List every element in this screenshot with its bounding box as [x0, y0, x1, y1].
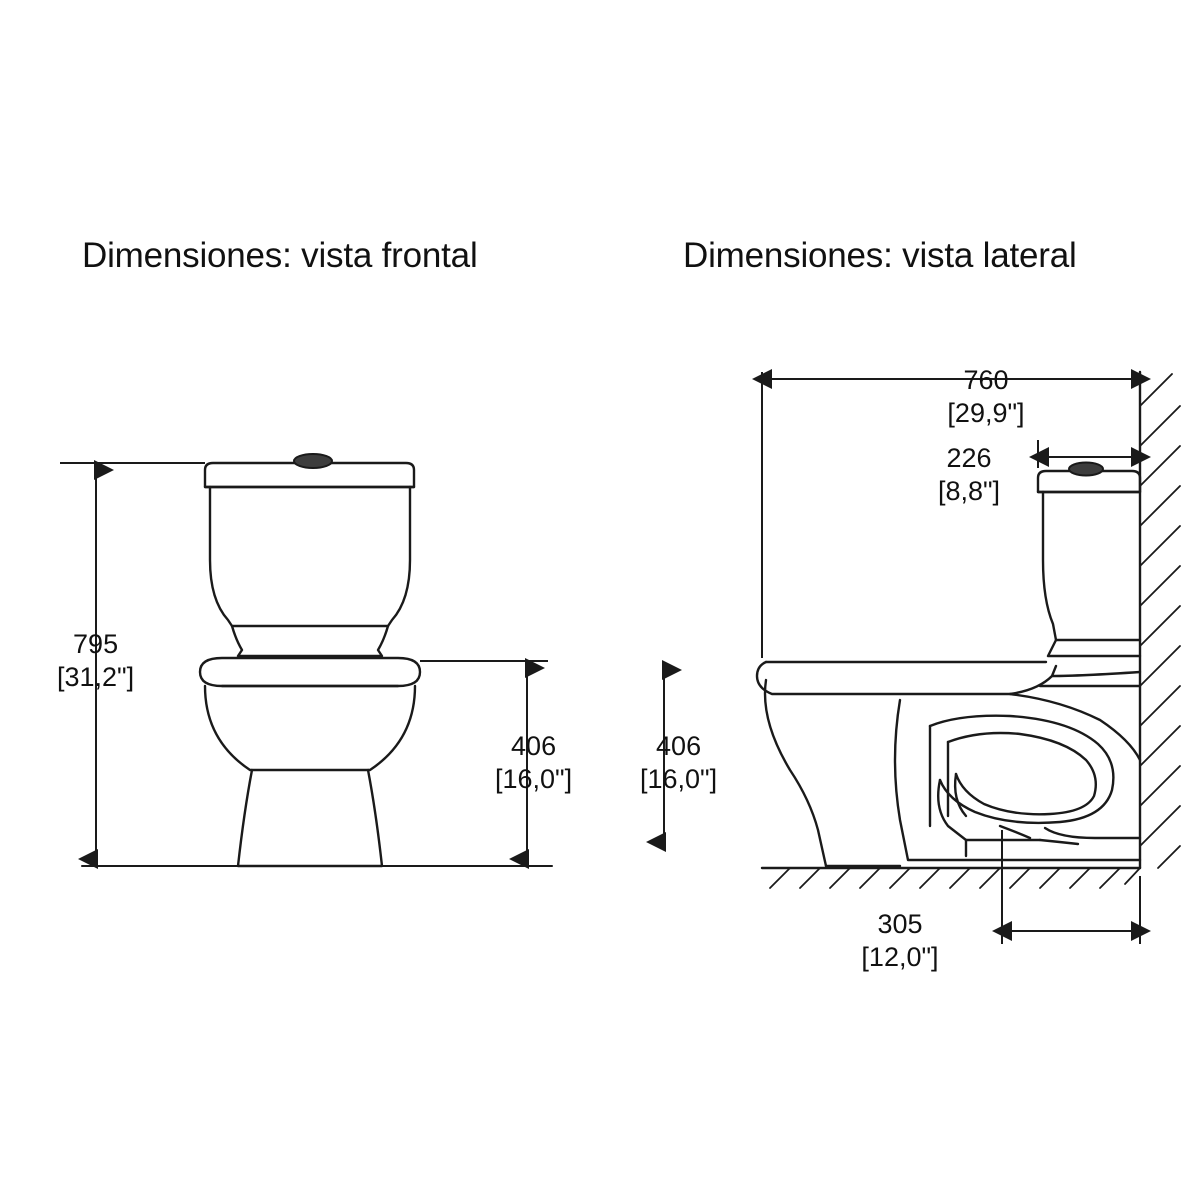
dim-value-406-front-mm: 406 — [511, 731, 557, 761]
dim-label-side-seat-height — [640, 730, 717, 796]
dim-value-406-front-in: [16,0"] — [495, 763, 573, 794]
side-view-title: Dimensiones: vista lateral — [683, 236, 1077, 275]
dim-value-305-mm: 305 — [877, 909, 923, 939]
dim-value-305-in: [12,0"] — [861, 941, 939, 972]
dim-label-overall-depth — [906, 364, 1066, 430]
dim-value-406-side-in: [16,0"] — [640, 763, 718, 794]
dim-value-406-side-mm: 406 — [656, 731, 702, 761]
dim-value-795-in: [31,2"] — [57, 661, 135, 692]
dim-label-rough-in — [845, 908, 955, 974]
dim-value-226-in: [8,8"] — [937, 475, 1001, 506]
dim-value-795-mm: 795 — [73, 629, 119, 659]
dim-value-760-mm: 760 — [963, 365, 1009, 395]
dim-value-760-in: [29,9"] — [947, 397, 1025, 428]
front-view-title: Dimensiones: vista frontal — [82, 236, 478, 275]
dim-value-226-mm: 226 — [946, 443, 992, 473]
dim-label-tank-depth — [913, 442, 1025, 508]
